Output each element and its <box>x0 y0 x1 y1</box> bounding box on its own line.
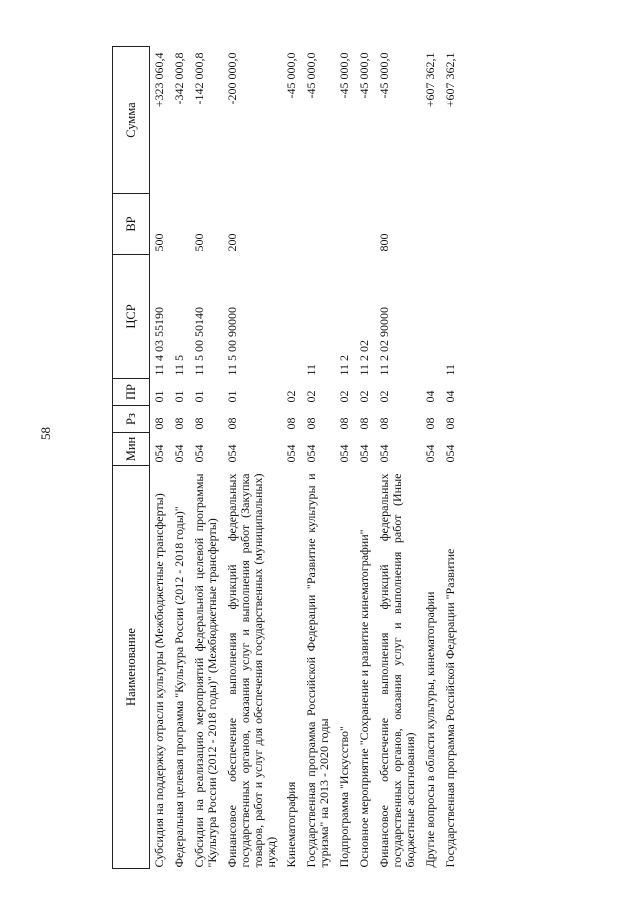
header-name: Наименование <box>113 466 150 869</box>
row-min: 054 <box>152 444 166 463</box>
row-pr: 01 <box>192 390 206 403</box>
row-name: Субсидии на реализацию мероприятий федеральной целевой программы "Культура России (2012 - 2018 годы)" (Межбюджетные трансферты) <box>192 473 219 868</box>
row-vr <box>170 194 190 255</box>
header-row <box>113 47 150 869</box>
budget-table-rotated <box>112 47 589 869</box>
row-csr: 11 2 02 90000 <box>377 306 391 376</box>
row-min: 054 <box>377 444 391 463</box>
row-vr: 800 <box>377 233 391 252</box>
row-sum: +323 060,4 <box>152 52 166 108</box>
row-pr: 04 <box>443 390 457 403</box>
row-name: Основное мероприятие "Сохранение и развитие кинематографии" <box>357 529 371 868</box>
row-pr: 01 <box>152 390 166 403</box>
row-min: 054 <box>225 444 239 463</box>
row-csr <box>282 255 302 379</box>
row-sum: -342 000,8 <box>172 52 186 105</box>
row-sum: -142 000,8 <box>192 52 206 105</box>
table-row <box>421 47 441 869</box>
table-row <box>375 47 421 869</box>
row-pr: 02 <box>284 390 298 403</box>
row-vr <box>282 194 302 255</box>
row-rz: 08 <box>172 417 186 430</box>
row-sum: -45 000,0 <box>337 52 351 99</box>
row-rz: 08 <box>225 417 239 430</box>
row-rz: 08 <box>304 417 318 430</box>
table-row <box>150 47 171 869</box>
row-vr <box>302 194 335 255</box>
row-name: Финансовое обеспечение выполнения функций федеральных государственных органов, оказания услуг и выполнения работ (Иные бюджетные ассигнования) <box>377 473 417 868</box>
header-min: Мин <box>113 433 150 466</box>
row-csr: 11 <box>443 363 457 376</box>
row-name: Федеральная целевая программа "Культура России (2012 - 2018 годы)" <box>172 506 186 868</box>
row-pr: 02 <box>377 390 391 403</box>
row-name: Другие вопросы в области культуры, кинематографии <box>423 591 437 868</box>
row-pr: 02 <box>357 390 371 403</box>
table-row <box>335 47 355 869</box>
row-name: Субсидия на поддержку отрасли культуры (Межбюджетные трансферты) <box>152 493 166 868</box>
table-row <box>302 47 335 869</box>
header-rz: Рз <box>113 406 150 433</box>
header-csr: ЦСР <box>113 255 150 379</box>
table-row <box>282 47 302 869</box>
table-row <box>170 47 190 869</box>
row-rz: 08 <box>443 417 457 430</box>
header-vr: ВР <box>113 194 150 255</box>
row-vr: 200 <box>225 233 239 252</box>
row-vr <box>441 194 461 255</box>
row-min: 054 <box>423 444 437 463</box>
row-csr: 11 <box>304 363 318 376</box>
row-min: 054 <box>284 444 298 463</box>
row-rz: 08 <box>284 417 298 430</box>
row-name: Подпрограмма "Искусство" <box>337 726 351 868</box>
row-csr: 11 2 <box>337 354 351 376</box>
row-min: 054 <box>337 444 351 463</box>
row-min: 054 <box>172 444 186 463</box>
row-csr: 11 5 <box>172 354 186 376</box>
row-sum: -45 000,0 <box>284 52 298 99</box>
row-min: 054 <box>304 444 318 463</box>
row-vr <box>335 194 355 255</box>
row-csr <box>421 255 441 379</box>
row-vr: 500 <box>192 233 206 252</box>
table-row <box>223 47 282 869</box>
row-rz: 08 <box>152 417 166 430</box>
row-csr: 11 5 00 50140 <box>192 306 206 376</box>
row-csr: 11 5 00 90000 <box>225 306 239 376</box>
row-pr: 01 <box>225 390 239 403</box>
row-vr <box>421 194 441 255</box>
header-pr: ПР <box>113 379 150 406</box>
row-name: Государственная программа Российской Федерации "Развитие <box>443 548 457 868</box>
row-rz: 08 <box>337 417 351 430</box>
row-rz: 08 <box>377 417 391 430</box>
row-name: Государственная программа Российской Федерации "Развитие культуры и туризма" на 2013 - 2020 годы <box>304 473 331 868</box>
row-sum: -45 000,0 <box>357 52 371 99</box>
header-sum: Сумма <box>113 47 150 194</box>
table-row <box>441 47 461 869</box>
row-min: 054 <box>443 444 457 463</box>
row-min: 054 <box>357 444 371 463</box>
page-number: 58 <box>38 427 53 440</box>
table-row <box>355 47 375 869</box>
row-sum: +607 362,1 <box>443 52 457 108</box>
row-pr: 04 <box>423 390 437 403</box>
row-name: Кинематография <box>284 781 298 868</box>
row-rz: 08 <box>192 417 206 430</box>
table-body <box>150 47 462 869</box>
row-csr: 11 2 02 <box>357 339 371 376</box>
row-min: 054 <box>192 444 206 463</box>
row-pr: 01 <box>172 390 186 403</box>
row-rz: 08 <box>357 417 371 430</box>
row-sum: +607 362,1 <box>423 52 437 108</box>
row-sum: -200 000,0 <box>225 52 239 105</box>
row-pr: 02 <box>337 390 351 403</box>
row-name: Финансовое обеспечение выполнения функций федеральных государственных органов, оказания услуг и выполнения работ (Закупка товаров, работ и услуг для обеспечения государственных (муниципальных) нужд) <box>225 473 278 868</box>
table-header <box>113 47 150 869</box>
row-vr: 500 <box>152 233 166 252</box>
row-vr <box>355 194 375 255</box>
table-row <box>190 47 223 869</box>
row-sum: -45 000,0 <box>304 52 318 99</box>
row-pr: 02 <box>304 390 318 403</box>
row-rz: 08 <box>423 417 437 430</box>
budget-table <box>112 46 461 869</box>
row-sum: -45 000,0 <box>377 52 391 99</box>
row-csr: 11 4 03 55190 <box>152 306 166 376</box>
